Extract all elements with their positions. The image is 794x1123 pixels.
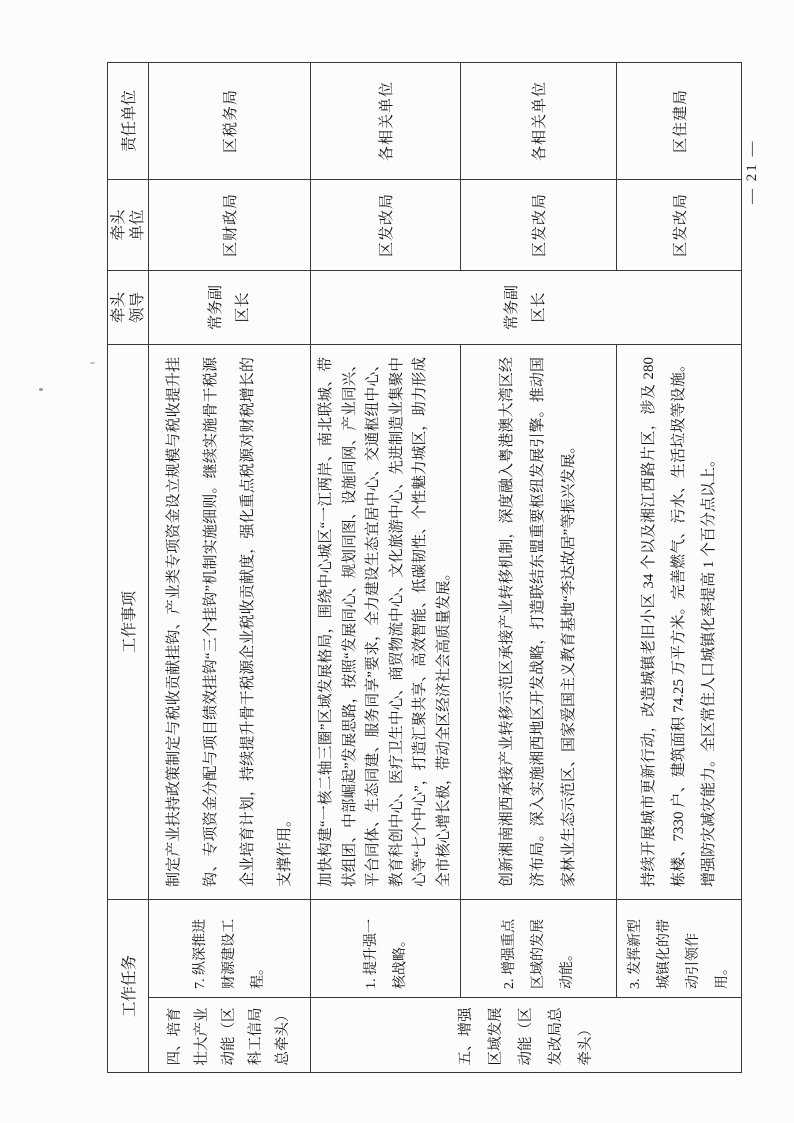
table-row: [461, 62, 617, 1072]
cell-lead-unit: 区发改局: [311, 179, 461, 270]
cell-responsible-unit: 区税务局: [149, 62, 311, 179]
header-work-item-label: 工作事项: [121, 590, 138, 653]
scan-speck: [90, 362, 95, 364]
lead-leader-label: 常务副区长: [207, 284, 251, 330]
section-4-label: 四、培育壮大产业动能（区科工信局总牵头）: [167, 1007, 291, 1066]
cell-lead-leader: [149, 270, 311, 344]
table-row: [311, 62, 461, 1072]
table-row: [617, 62, 742, 1072]
work-plan-table: [107, 62, 742, 1073]
cell-lead-leader-merged: [311, 270, 742, 344]
header-row: [108, 62, 149, 1072]
cell-work-item: 持续开展城市更新行动，改造城镇老旧小区 34 个以及湘江西路片区，涉及 280 栋楼、7330 户、建筑面积 74.25 万平方米。完善燃气、污水、生活垃圾等设施。增强防灾减灾能力。全区常住人口城镇化率提高 1 个百分点以上。: [617, 344, 742, 899]
cell-lead-unit: 区财政局: [149, 179, 311, 270]
header-work-task: [108, 899, 149, 1072]
header-lead-leader-label: 牵头领导: [110, 291, 146, 323]
cell-section-5: [311, 998, 742, 1073]
cell-responsible-unit: 各相关单位: [311, 62, 461, 179]
header-lead-unit: [108, 179, 149, 270]
header-lead-leader: [108, 270, 149, 344]
header-responsible-unit-label: 责任单位: [121, 89, 138, 152]
rotated-table-wrapper: [107, 63, 737, 1073]
cell-task: 7. 纵深推进财源建设工程。: [149, 899, 311, 997]
cell-task: 1. 提升强一核战略。: [311, 899, 461, 997]
table-row: [149, 62, 311, 1072]
section-5-label: 五、增强区域发展动能（区发改局总牵头）: [458, 1007, 594, 1066]
cell-lead-unit: 区发改局: [461, 179, 617, 270]
page-number: — 21 —: [744, 139, 760, 204]
lead-leader-label: 常务副区长: [504, 284, 547, 330]
cell-section-4: [149, 998, 311, 1073]
cell-work-item: 制定产业扶持政策制定与税收贡献挂钩、产业类专项资金设立规模与税收提升挂钩、专项资金分配与项目绩效挂钩“三个挂钩”机制实施细则。继续实施骨干税源企业培育计划，持续提升骨干税源企业税收贡献度，强化重点税源对财税增长的支撑作用。: [149, 344, 311, 899]
header-responsible-unit: [108, 62, 149, 179]
cell-lead-unit: 区发改局: [617, 179, 742, 270]
cell-work-item: 加快构建“一核二轴三圈”区域发展格局，围绕中心城区“一江两岸、南北联城、带状组团、中部崛起”发展思路，按照“发展同心、规划同图、设施同网、产业同兴、平台同体、生态同建、服务同享”要求，全力建设生态宜居中心、交通枢纽中心、教育科创中心、医疗卫生中心、商贸物流中心、文化旅游中心、先进制造业集聚中心等“七个中心”，打造汇聚共享、高效智能、低碳韧性、个性魅力城区，助力形成全市核心增长极，带动全区经济社会高质量发展。: [311, 344, 461, 899]
header-lead-unit-label: 牵头单位: [110, 209, 146, 241]
cell-task: 3. 发挥新型城镇化的带动引领作用。: [617, 899, 742, 997]
header-work-item: [108, 344, 149, 899]
cell-task: 2. 增强重点区域的发展动能。: [461, 899, 617, 997]
cell-responsible-unit: 各相关单位: [461, 62, 617, 179]
cell-work-item: 创新湘南湘西承接产业转移示范区承接产业转移机制，深度融入粤港澳大湾区经济布局。深入实施湘西地区开发战略，打造联结东盟重要枢纽发展引擎。推动国家林业生态示范区、国家爱国主义教育基地“李达故居”等振兴发展。: [461, 344, 617, 899]
cell-responsible-unit: 区住建局: [617, 62, 742, 179]
header-work-task-label: 工作任务: [121, 954, 138, 1017]
scan-speck: [39, 388, 43, 391]
